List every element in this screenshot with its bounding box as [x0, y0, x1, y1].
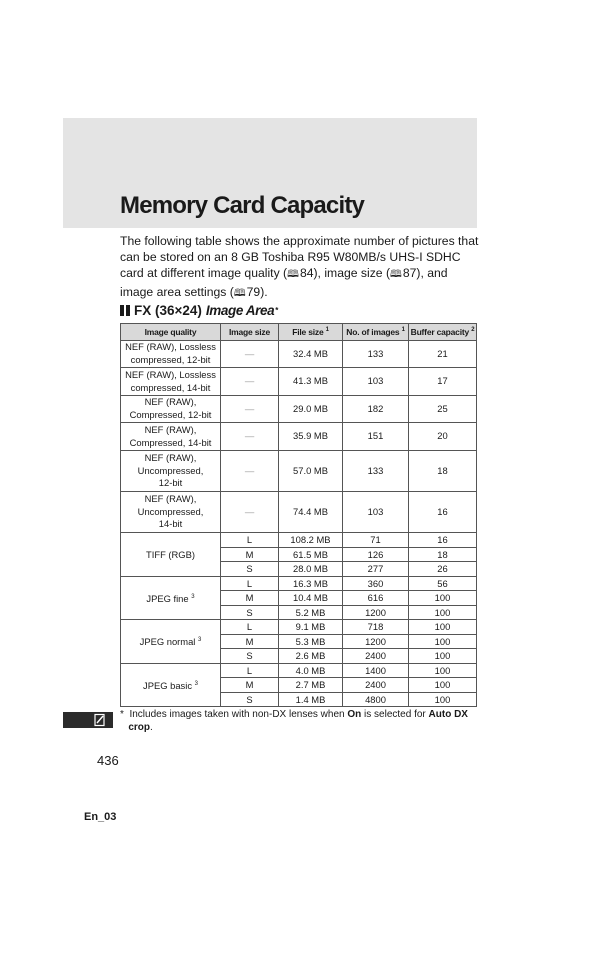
cell-buffer-capacity: 100 — [409, 649, 477, 664]
cell-no-of-images: 360 — [343, 576, 409, 591]
section-label-italic: Image Area — [205, 303, 275, 318]
section-heading — [120, 303, 278, 318]
cell-file-size: 57.0 MB — [279, 451, 343, 492]
cell-image-size: — — [221, 396, 279, 423]
cell-no-of-images: 71 — [343, 533, 409, 548]
book-icon: 🕮 — [390, 269, 402, 281]
cell-file-size: 74.4 MB — [279, 492, 343, 533]
table-row — [121, 368, 477, 396]
cell-file-size: 9.1 MB — [279, 620, 343, 635]
term-on: On — [347, 709, 362, 720]
cell-buffer-capacity: 100 — [409, 692, 477, 707]
intro-text: The following table shows the approximate number of pictures that can be stored on an 8 GB Toshiba R95 W80MB/s UHS-I SDHC card at different image quality ( — [120, 234, 479, 281]
cell-file-size: 32.4 MB — [279, 341, 343, 368]
page-title: Memory Card Capacity — [120, 192, 365, 219]
cell-image-size: S — [221, 562, 279, 577]
cell-file-size: 28.0 MB — [279, 562, 343, 577]
cell-file-size: 35.9 MB — [279, 423, 343, 451]
cell-image-quality: NEF (RAW), Uncompressed, 14-bit — [121, 492, 221, 533]
cell-no-of-images: 277 — [343, 562, 409, 577]
table-row — [121, 423, 477, 451]
cell-image-size: — — [221, 451, 279, 492]
book-icon: 🕮 — [233, 287, 246, 299]
cell-file-size: 5.3 MB — [279, 634, 343, 649]
table-header-row — [121, 324, 477, 341]
cell-buffer-capacity: 20 — [409, 423, 477, 451]
cell-image-quality: JPEG fine $^3$ — [121, 576, 221, 620]
book-icon: 🕮 — [287, 269, 299, 281]
cell-no-of-images: 1400 — [343, 663, 409, 678]
table-row — [121, 341, 477, 368]
cell-image-size: S — [221, 692, 279, 707]
cell-buffer-capacity: 25 — [409, 396, 477, 423]
intro-paragraph — [120, 233, 482, 302]
cell-image-quality: NEF (RAW), Uncompressed, 12-bit — [121, 451, 221, 492]
cell-image-size: — — [221, 341, 279, 368]
cell-no-of-images: 1200 — [343, 634, 409, 649]
cell-buffer-capacity: 100 — [409, 605, 477, 620]
cell-no-of-images: 151 — [343, 423, 409, 451]
cell-image-size: M — [221, 678, 279, 693]
cell-file-size: 4.0 MB — [279, 663, 343, 678]
table-row — [121, 620, 477, 635]
section-label: FX (36×24) — [134, 303, 202, 318]
cell-buffer-capacity: 100 — [409, 620, 477, 635]
page-ref-image-size[interactable]: 87 — [402, 266, 417, 281]
cell-image-size: L — [221, 663, 279, 678]
cell-image-size: M — [221, 547, 279, 562]
cell-no-of-images: 2400 — [343, 649, 409, 664]
table-row — [121, 492, 477, 533]
cell-buffer-capacity: 16 — [409, 492, 477, 533]
cell-buffer-capacity: 26 — [409, 562, 477, 577]
section-bars-icon — [120, 305, 130, 316]
cell-buffer-capacity: 100 — [409, 634, 477, 649]
cell-no-of-images: 133 — [343, 451, 409, 492]
header-file-size: File size $^1$ — [279, 324, 343, 341]
cell-image-quality: JPEG basic $^3$ — [121, 663, 221, 707]
cell-image-quality: NEF (RAW), Compressed, 14-bit — [121, 423, 221, 451]
cell-file-size: 2.6 MB — [279, 649, 343, 664]
cell-no-of-images: 718 — [343, 620, 409, 635]
intro-text: ). — [260, 284, 268, 299]
capacity-table — [120, 323, 477, 707]
cell-image-size: L — [221, 620, 279, 635]
cell-file-size: 10.4 MB — [279, 591, 343, 606]
term-crop: crop — [128, 722, 151, 733]
header-image-quality: Image quality — [121, 324, 221, 341]
cell-no-of-images: 182 — [343, 396, 409, 423]
cell-file-size: 41.3 MB — [279, 368, 343, 396]
cell-image-size: M — [221, 634, 279, 649]
cell-image-size: L — [221, 533, 279, 548]
cell-file-size: 16.3 MB — [279, 576, 343, 591]
table-row — [121, 576, 477, 591]
cell-image-size: — — [221, 368, 279, 396]
cell-buffer-capacity: 100 — [409, 591, 477, 606]
header-image-size: Image size — [221, 324, 279, 341]
cell-file-size: 29.0 MB — [279, 396, 343, 423]
cell-buffer-capacity: 100 — [409, 678, 477, 693]
cell-no-of-images: 1200 — [343, 605, 409, 620]
intro-text: ), and image area settings ( — [120, 266, 448, 299]
header-buffer-capacity: Buffer capacity $^2$ — [409, 324, 477, 341]
cell-image-quality: NEF (RAW), Lossless compressed, 12-bit — [121, 341, 221, 368]
table-row — [121, 533, 477, 548]
cell-image-size: — — [221, 492, 279, 533]
cell-buffer-capacity: 56 — [409, 576, 477, 591]
header-no-of-images: No. of images $^1$ — [343, 324, 409, 341]
cell-image-quality: NEF (RAW), Lossless compressed, 14-bit — [121, 368, 221, 396]
cell-image-quality: TIFF (RGB) — [121, 533, 221, 577]
table-row — [121, 663, 477, 678]
section-note-mark: * — [275, 306, 279, 315]
cell-buffer-capacity: 100 — [409, 663, 477, 678]
table-row — [121, 451, 477, 492]
cell-no-of-images: 133 — [343, 341, 409, 368]
cell-no-of-images: 103 — [343, 368, 409, 396]
cell-buffer-capacity: 16 — [409, 533, 477, 548]
page-ref-image-quality[interactable]: 84 — [299, 266, 314, 281]
cell-no-of-images: 126 — [343, 547, 409, 562]
cell-no-of-images: 4800 — [343, 692, 409, 707]
cell-image-size: — — [221, 423, 279, 451]
table-row — [121, 396, 477, 423]
term-auto-dx: Auto DX — [428, 709, 468, 720]
cell-no-of-images: 2400 — [343, 678, 409, 693]
cell-file-size: 1.4 MB — [279, 692, 343, 707]
page-ref-image-area[interactable]: 79 — [246, 284, 261, 299]
cell-image-size: S — [221, 649, 279, 664]
cell-buffer-capacity: 18 — [409, 451, 477, 492]
cell-file-size: 5.2 MB — [279, 605, 343, 620]
cell-buffer-capacity: 21 — [409, 341, 477, 368]
language-code: En_03 — [84, 811, 117, 823]
cell-image-size: L — [221, 576, 279, 591]
cell-image-size: S — [221, 605, 279, 620]
cell-image-size: M — [221, 591, 279, 606]
section-tab-marker — [63, 712, 113, 728]
cell-no-of-images: 616 — [343, 591, 409, 606]
cell-image-quality: JPEG normal $^3$ — [121, 620, 221, 664]
cell-image-quality: NEF (RAW), Compressed, 12-bit — [121, 396, 221, 423]
cell-file-size: 2.7 MB — [279, 678, 343, 693]
intro-text: ), image size ( — [313, 266, 391, 281]
cell-file-size: 61.5 MB — [279, 547, 343, 562]
cell-buffer-capacity: 18 — [409, 547, 477, 562]
cell-file-size: 108.2 MB — [279, 533, 343, 548]
notepad-icon — [93, 713, 107, 727]
cell-buffer-capacity: 17 — [409, 368, 477, 396]
cell-no-of-images: 103 — [343, 492, 409, 533]
footnote: * Includes images taken with non-DX lenses when On is selected for Auto DX crop. — [120, 709, 468, 733]
page-number: 436 — [97, 753, 119, 768]
